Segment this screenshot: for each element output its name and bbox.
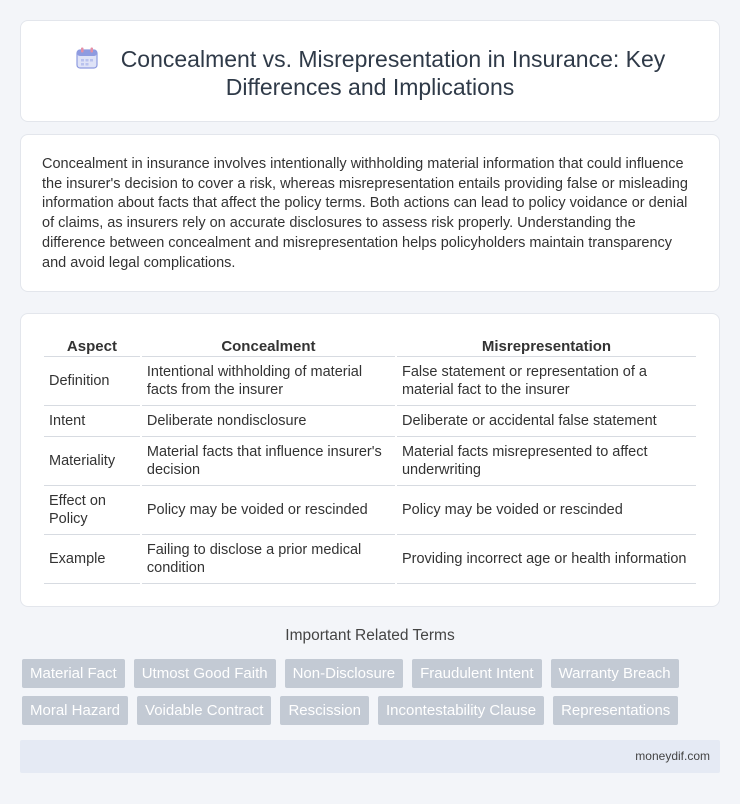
cell-concealment: Deliberate nondisclosure: [142, 406, 395, 437]
tag-warranty-breach[interactable]: Warranty Breach: [551, 659, 679, 688]
header-misrepresentation: Misrepresentation: [397, 336, 696, 357]
tag-fraudulent-intent[interactable]: Fraudulent Intent: [412, 659, 541, 688]
tag-representations[interactable]: Representations: [553, 696, 678, 725]
table-row: [44, 486, 696, 535]
cell-concealment: Policy may be voided or rescinded: [142, 486, 395, 535]
table-row: [44, 406, 696, 437]
intro-paragraph: Concealment in insurance involves intentionally withholding material information that could influence the insurer's decision to cover a risk, whereas misrepresentation entails providing false or misleading information about facts that affect the policy terms. Both actions can lead to policy voidance or denial of claims, as insurers rely on accurate disclosures to assess risk properly. Understanding the difference between concealment and misrepresentation helps policyholders maintain transparency and avoid legal complications.: [42, 156, 688, 271]
page-title: Concealment vs. Misrepresentation in Insurance: Key Differences and Implications: [120, 46, 666, 100]
cell-misrepresentation: Deliberate or accidental false statement: [397, 406, 696, 437]
tag-voidable-contract[interactable]: Voidable Contract: [137, 696, 271, 725]
cell-aspect: Intent: [44, 406, 140, 437]
tag-row-1: [22, 659, 722, 688]
table-row: [44, 357, 696, 406]
comparison-card: [20, 313, 720, 607]
footer: [20, 740, 720, 773]
comparison-table: [42, 336, 698, 584]
tag-utmost-good-faith[interactable]: Utmost Good Faith: [134, 659, 276, 688]
cell-misrepresentation: Policy may be voided or rescinded: [397, 486, 696, 535]
cell-concealment: Intentional withholding of material facts from the insurer: [142, 357, 395, 406]
table-row: [44, 437, 696, 486]
table-row: [44, 535, 696, 584]
tag-rescission[interactable]: Rescission: [280, 696, 369, 725]
cell-aspect: Materiality: [44, 437, 140, 486]
cell-concealment: Failing to disclose a prior medical condition: [142, 535, 395, 584]
cell-aspect: Definition: [44, 357, 140, 406]
cell-misrepresentation: Material facts misrepresented to affect underwriting: [397, 437, 696, 486]
related-terms-tags: [22, 659, 722, 733]
related-terms-title: Important Related Terms: [285, 627, 455, 644]
footer-site[interactable]: moneydif.com: [635, 749, 710, 763]
calendar-icon: [75, 46, 99, 70]
title-card: [20, 20, 720, 122]
tag-non-disclosure[interactable]: Non-Disclosure: [285, 659, 404, 688]
intro-card: [20, 134, 720, 292]
cell-concealment: Material facts that influence insurer's decision: [142, 437, 395, 486]
cell-misrepresentation: Providing incorrect age or health information: [397, 535, 696, 584]
tag-incontestability-clause[interactable]: Incontestability Clause: [378, 696, 544, 725]
header-concealment: Concealment: [142, 336, 395, 357]
tag-row-2: [22, 696, 722, 725]
cell-aspect: Example: [44, 535, 140, 584]
cell-aspect: Effect on Policy: [44, 486, 140, 535]
tag-moral-hazard[interactable]: Moral Hazard: [22, 696, 128, 725]
page-title-wrap: [21, 45, 719, 101]
tag-material-fact[interactable]: Material Fact: [22, 659, 125, 688]
header-aspect: Aspect: [44, 336, 140, 357]
cell-misrepresentation: False statement or representation of a material fact to the insurer: [397, 357, 696, 406]
